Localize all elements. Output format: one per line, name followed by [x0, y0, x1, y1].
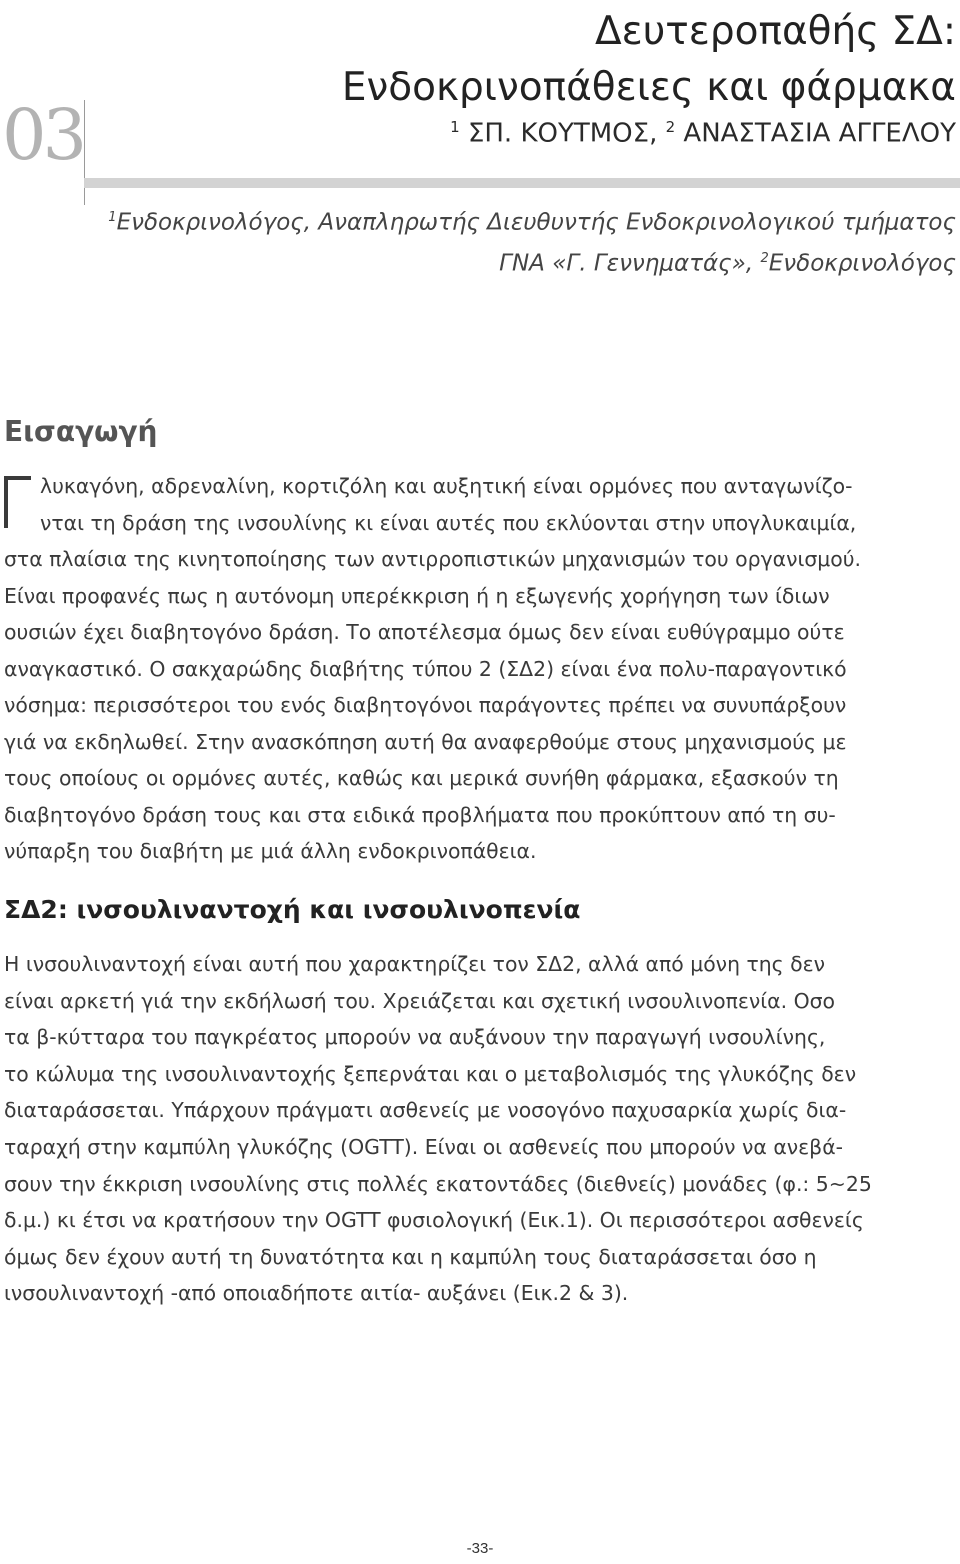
sd2-line: είναι αρκετή γιά την εκδήλωσή του. Χρειάζεται και σχετική ινσουλινοπενία. Οσο — [4, 988, 836, 1013]
header-rule — [84, 178, 960, 188]
sd2-line: σουν την έκκριση ινσουλίνης στις πολλές εκατοντάδες (διεθνείς) μονάδες (φ.: 5~25 — [4, 1171, 872, 1196]
intro-line: τους οποίους οι ορμόνες αυτές, καθώς και μερικά συνήθη φάρμακα, εξασκούν τη — [4, 766, 839, 790]
affiliation-1-hospital: ΓΝΑ «Γ. Γεννηματάς», — [499, 250, 761, 277]
sd2-line: ταραχή στην καμπύλη γλυκόζης (OGTT). Είναι οι ασθενείς που μπορούν να ανεβά- — [4, 1134, 843, 1159]
intro-line: αναγκαστικό. Ο σακχαρώδης διαβήτης τύπου 2 (ΣΔ2) είναι ένα πολυ-παραγοντικό — [4, 656, 847, 681]
sd2-paragraph — [4, 946, 956, 1312]
chapter-divider — [84, 100, 85, 205]
sd2-line: δ.μ.) κι έτσι να κρατήσουν την OGTT φυσιολογική (Εικ.1). Οι περισσότεροι ασθενείς — [4, 1208, 864, 1233]
sd2-line: τα β-κύτταρα του παγκρέατος μπορούν να αυξάνουν την παραγωγή ινσουλίνης, — [4, 1025, 826, 1050]
affiliation-2-text: Ενδοκρινολόγος — [768, 250, 956, 277]
intro-line: γιά να εκδηλωθεί. Στην ανασκόπηση αυτή θα αναφερθούμε στους μηχανισμούς με — [4, 729, 847, 754]
affiliations — [108, 200, 956, 281]
chapter-title — [342, 4, 956, 116]
intro-line: λυκαγόνη, αδρεναλίνη, κορτιζόλη και αυξητική είναι ορμόνες που ανταγωνίζο- — [40, 474, 853, 498]
intro-line: νται τη δράση της ινσουλίνης κι είναι αυτές που εκλύονται στην υπογλυκαιμία, — [40, 510, 857, 535]
intro-line: διαβητογόνο δράση τους και στα ειδικά προβλήματα που προκύπτουν από τη συ- — [4, 802, 836, 827]
intro-line: Είναι προφανές πως η αυτόνομη υπερέκκριση ή η εξωγενής χορήγηση των ίδιων — [4, 583, 830, 608]
authors-line — [450, 118, 956, 149]
intro-line: ουσιών έχει διαβητογόνο δράση. Το αποτέλεσμα όμως δεν είναι ευθύγραμμο ούτε — [4, 620, 845, 644]
intro-paragraph — [4, 468, 956, 870]
affiliation-1-sup: 1 — [108, 210, 117, 225]
sd2-line: Η ινσουλιναντοχή είναι αυτή που χαρακτηρίζει τον ΣΔ2, αλλά από μόνη της δεν — [4, 952, 826, 976]
intro-line: στα πλαίσια της κινητοποίησης των αντιρροπιστικών μηχανισμών του οργανισμού. — [4, 547, 862, 571]
author-1-name: ΣΠ. ΚΟΥΤΜΟΣ, — [459, 118, 666, 149]
author-1-sup: 1 — [450, 118, 460, 136]
title-line-1: Δευτεροπαθής ΣΔ: — [594, 9, 956, 54]
author-2-name: ΑΝΑΣΤΑΣΙΑ ΑΓΓΕΛΟΥ — [675, 118, 956, 149]
sd2-line: ινσουλιναντοχή -από οποιαδήποτε αιτία- αυξάνει (Εικ.2 & 3). — [4, 1281, 629, 1306]
sd2-heading: ΣΔ2: ινσουλιναντοχή και ινσουλινοπενία — [4, 895, 581, 924]
sd2-line: το κώλυμα της ινσουλιναντοχής ξεπερνάται και ο μεταβολισμός της γλυκόζης δεν — [4, 1061, 857, 1086]
intro-line: νόσημα: περισσότεροι του ενός διαβητογόνοι παράγοντες πρέπει να συνυπάρξουν — [4, 693, 847, 717]
title-line-2: Ενδοκρινοπάθειες και φάρμακα — [341, 65, 956, 110]
affiliation-1-text: Ενδοκρινολόγος, Αναπληρωτής Διευθυντής Ενδοκρινολογικού τμήματος — [116, 209, 956, 236]
intro-line: νύπαρξη του διαβήτη με μιά άλλη ενδοκρινοπάθεια. — [4, 839, 537, 863]
author-2-sup: 2 — [665, 118, 676, 136]
affiliation-2-sup: 2 — [760, 250, 769, 266]
sd2-line: όμως δεν έχουν αυτή τη δυνατότητα και η καμπύλη τους διαταράσσεται όσο η — [4, 1244, 817, 1269]
sd2-line: διαταράσσεται. Υπάρχουν πράγματι ασθενείς με νοσογόνο παχυσαρκία χωρίς δια- — [4, 1098, 847, 1123]
intro-heading: Εισαγωγή — [4, 415, 158, 448]
affiliation-line-1 — [108, 200, 956, 241]
page-number: -33- — [466, 1540, 494, 1557]
affiliation-line-2 — [108, 241, 956, 282]
chapter-number: 03 — [2, 94, 84, 176]
